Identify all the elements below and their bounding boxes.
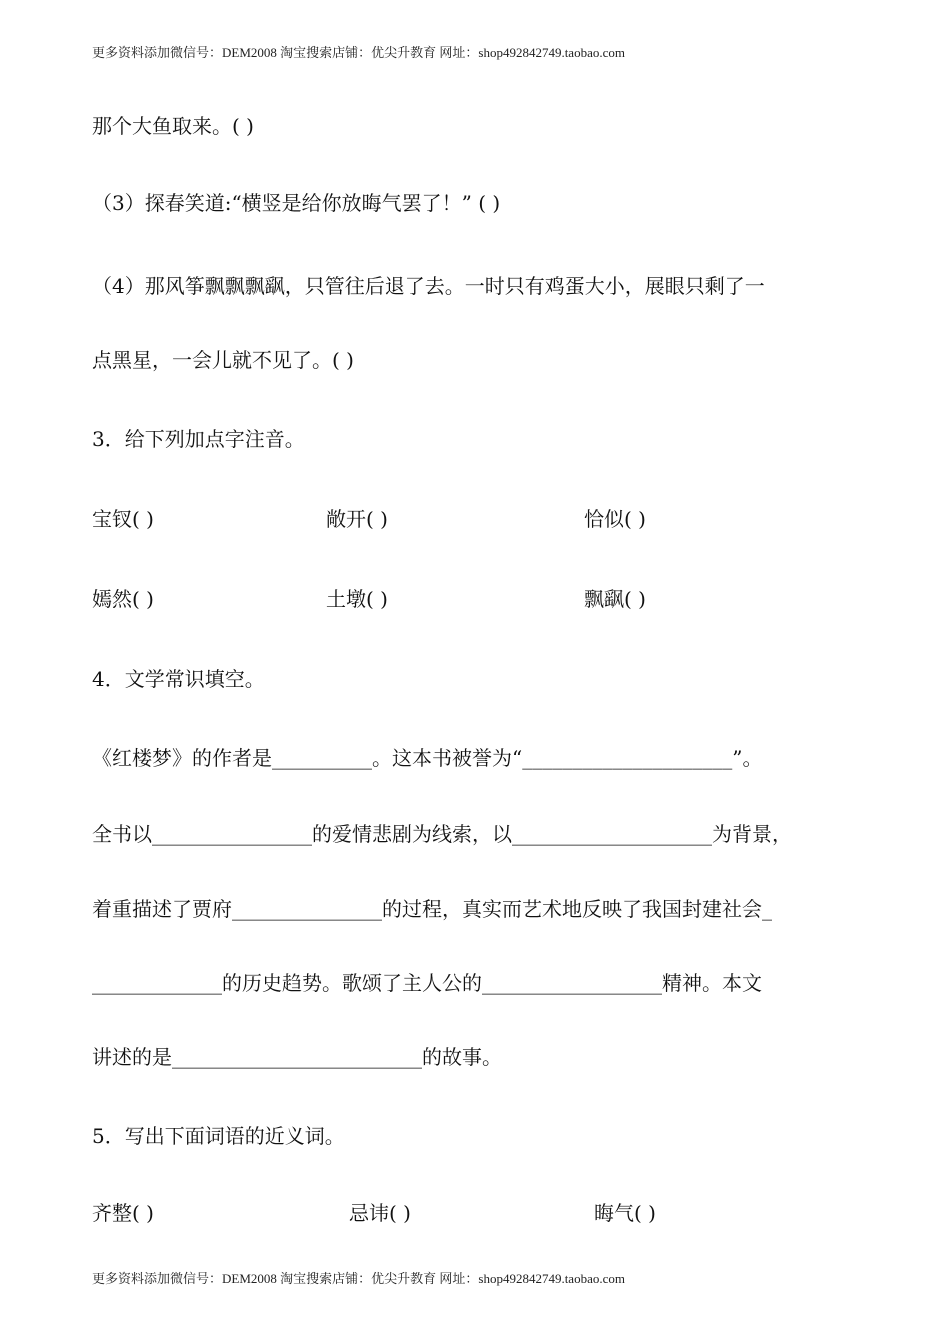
q5-word-1: 齐整( )	[92, 1201, 154, 1225]
q3-word-2: 敞开( )	[326, 507, 388, 531]
q3-title: 3．给下列加点字注音。	[92, 427, 305, 451]
q4-line-1: 《红楼梦》的作者是__________。这本书被誉为“_____________________”。	[92, 746, 763, 770]
q3-word-6: 飘飖( )	[584, 587, 646, 611]
q3-word-4: 嫣然( )	[92, 587, 154, 611]
page-header: 更多资料添加微信号：DEM2008 淘宝搜索店铺：优尖升教育 网址：shop492842749.taobao.com	[92, 45, 625, 60]
q2-item-3: （3）探春笑道:“横竖是给你放晦气罢了！” ( )	[92, 191, 501, 215]
q5-word-2: 忌讳( )	[349, 1201, 411, 1225]
q2-item-4-b: 点黑星，一会儿就不见了。( )	[92, 348, 354, 372]
q4-line-3: 着重描述了贾府_______________的过程，真实而艺术地反映了我国封建社会_	[92, 897, 772, 921]
q3-word-1: 宝钗( )	[92, 507, 154, 531]
q4-line-4: _____________的历史趋势。歌颂了主人公的__________________精神。本文	[92, 971, 762, 995]
q5-title: 5．写出下面词语的近义词。	[92, 1124, 345, 1148]
q2-line-1: 那个大鱼取来。( )	[92, 114, 254, 138]
q3-word-5: 土墩( )	[326, 587, 388, 611]
q3-word-3: 恰似( )	[584, 507, 646, 531]
q4-line-2: 全书以________________的爱情悲剧为线索，以____________________为背景，	[92, 822, 792, 846]
q2-item-4-a: （4）那风筝飘飘飘飖，只管往后退了去。一时只有鸡蛋大小，展眼只剩了一	[92, 274, 765, 298]
q4-line-5: 讲述的是_________________________的故事。	[92, 1045, 502, 1069]
q4-title: 4．文学常识填空。	[92, 667, 265, 691]
q5-word-3: 晦气( )	[594, 1201, 656, 1225]
page-footer: 更多资料添加微信号：DEM2008 淘宝搜索店铺：优尖升教育 网址：shop492842749.taobao.com	[92, 1271, 625, 1286]
